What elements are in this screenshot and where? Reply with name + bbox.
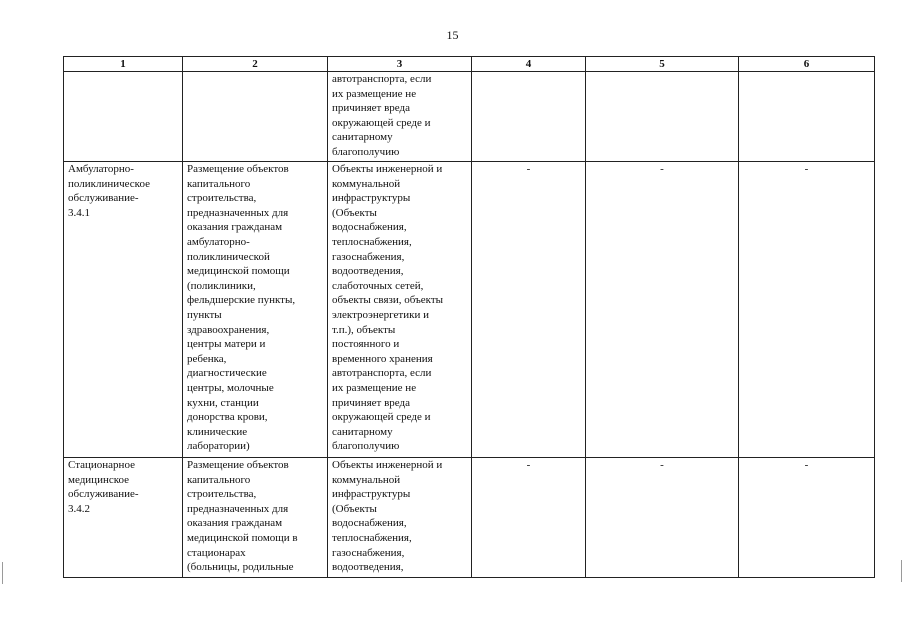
- table-row: [64, 72, 875, 162]
- column-5-cell: -: [586, 162, 739, 458]
- zoning-table: [63, 56, 875, 578]
- use-description-text: Размещение объектов капитального строительства, предназначенных для оказания гражданам медицинской помощи в стационарах (больницы, родильные: [187, 459, 298, 574]
- auxiliary-use-text: Объекты инженерной и коммунальной инфраструктуры (Объекты водоснабжения, теплоснабжения, газоснабжения, водоотведения, слаботочных сетей, объекты связи, объекты электроэнергетики и т.п.), объекты постоянного и временного хранения автотранспорта, если их размещение не причиняет вреда окружающей среде и санитарному благополучию: [332, 163, 444, 453]
- column-header-2: 2: [183, 57, 328, 72]
- column-6-cell: [739, 72, 875, 162]
- column-5-cell: [586, 72, 739, 162]
- use-name-cell: [64, 72, 183, 162]
- use-description-cell: [183, 162, 328, 458]
- auxiliary-use-cell: [328, 458, 472, 578]
- use-name-cell: [64, 458, 183, 578]
- column-5-cell: -: [586, 458, 739, 578]
- auxiliary-use-cell: [328, 162, 472, 458]
- column-header-4: 4: [472, 57, 586, 72]
- table-row: [64, 162, 875, 458]
- auxiliary-use-cell: [328, 72, 472, 162]
- use-description-text: Размещение объектов капитального строительства, предназначенных для оказания гражданам амбулаторно- поликлинической медицинской помощи (поликлиники, фельдшерские пункты, пункты здравоохранения, центры матери и ребенка, диагностические центры, молочные кухни, станции донорства крови, клинические лаборатории): [187, 163, 296, 453]
- column-6-cell: -: [739, 162, 875, 458]
- table-row: [64, 458, 875, 578]
- column-header-3: 3: [328, 57, 472, 72]
- use-name-text: Амбулаторно- поликлиническое обслуживание- 3.4.1: [68, 163, 150, 219]
- use-name-cell: [64, 162, 183, 458]
- page-number: 15: [446, 28, 459, 42]
- column-4-cell: [472, 72, 586, 162]
- column-4-cell: -: [472, 162, 586, 458]
- column-4-cell: -: [472, 458, 586, 578]
- table-header-row: [64, 57, 875, 72]
- auxiliary-use-text: Объекты инженерной и коммунальной инфраструктуры (Объекты водоснабжения, теплоснабжения, газоснабжения, водоотведения,: [332, 459, 443, 574]
- column-header-6: 6: [739, 57, 875, 72]
- column-header-1: 1: [64, 57, 183, 72]
- column-6-cell: -: [739, 458, 875, 578]
- auxiliary-use-text: автотранспорта, если их размещение не причиняет вреда окружающей среде и санитарному благополучию: [332, 73, 432, 158]
- column-header-5: 5: [586, 57, 739, 72]
- scan-edge-mark-right: [901, 560, 902, 582]
- use-name-text: Стационарное медицинское обслуживание- 3.4.2: [68, 459, 139, 515]
- use-description-cell: [183, 72, 328, 162]
- use-description-cell: [183, 458, 328, 578]
- scan-edge-mark-left: [2, 562, 3, 584]
